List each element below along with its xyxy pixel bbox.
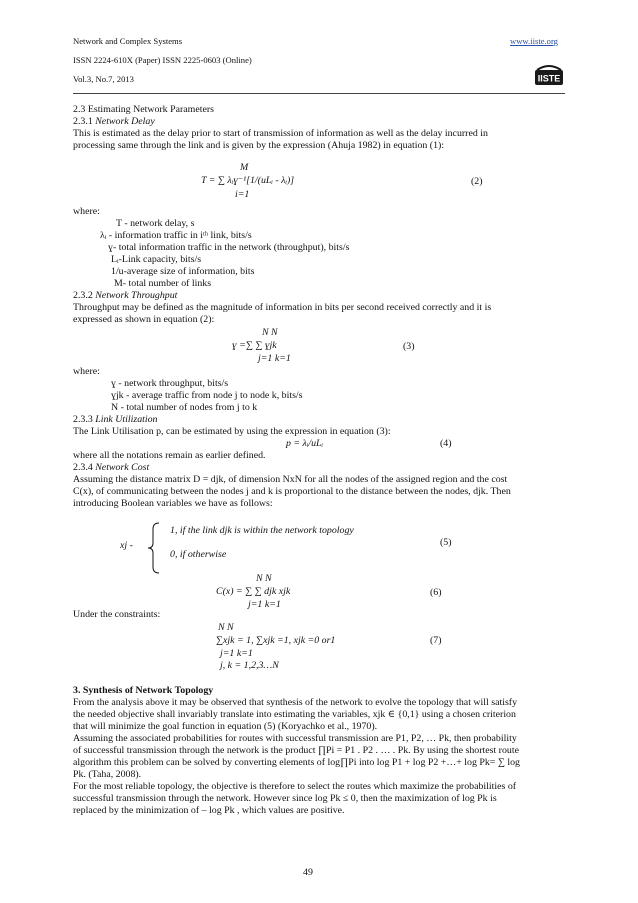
left-brace-icon [147,522,161,574]
paragraph-line: of successful transmission through the network is the product ∏Pi = P1 . P2 . … . Pk. By using the shortest route [73,745,519,756]
paragraph-line: Assuming the distance matrix D = djk, of dimension NxN for all the nodes of the assigned region and the cost [73,474,508,485]
section-2-3-heading: 2.3 Estimating Network Parameters [73,104,214,115]
equation-2-number: (2) [471,176,483,187]
equation-7-range: j, k = 1,2,3…N [220,660,279,671]
paragraph-line: Assuming the associated probabilities for routes with successful transmission are P1, P2, … Pk, then probability [73,733,517,744]
equation-6-body: C(x) = ∑ ∑ djk xjk [216,586,291,597]
where-label: where: [73,206,100,217]
paragraph-line: introducing Boolean variables we have as follows: [73,498,273,509]
paragraph-line: processing same through the link and is given by the expression (Ahuja 1982) in equation (1): [73,140,445,151]
paragraph-line: replaced by the minimization of – log Pk , which values are positive. [73,805,345,816]
equation-7-upper-limit: N N [218,622,234,633]
issn-line: ISSN 2224-610X (Paper) ISSN 2225-0603 (Online) [73,55,252,65]
section-2-3-3-heading: 2.3.3 Link Utilization [73,414,158,425]
paragraph-line: that will minimize the goal function in equation (5) (Koryachko et al., 1970). [73,721,378,732]
definition-item: M- total number of links [114,278,212,289]
paragraph-line: expressed as shown in equation (2): [73,314,215,325]
section-3-heading: 3. Synthesis of Network Topology [73,685,214,696]
equation-4-number: (4) [440,438,452,449]
equation-3-upper-limit: N N [262,327,278,338]
equation-6-number: (6) [430,587,442,598]
equation-2-lower-limit: i=1 [235,189,250,200]
paragraph-line: For the most reliable topology, the objective is therefore to select the routes which maximize the probabilities of [73,781,517,792]
volume-line: Vol.3, No.7, 2013 [73,74,134,84]
equation-4-body: p = λᵢ/uLᵢ [286,438,324,449]
paragraph-line: the needed objective shall invariably translate into estimating the variables, xjk ∈ {0,1} using a chosen criterion [73,709,516,720]
section-2-3-4-heading: 2.3.4 Network Cost [73,462,150,473]
paragraph-line: algorithm this problem can be solved by converting elements of log∏Pi into log P1 + log P2 +…+ log Pk= ∑ log [73,757,520,768]
paragraph-line: successful transmission through the network. However since log Pk ≤ 0, then the maximization of log Pk is [73,793,497,804]
where-label: where: [73,366,100,377]
logo-lettering: IISTE [537,73,561,84]
header-rule [73,93,565,94]
journal-url-link[interactable]: www.iiste.org [510,36,558,46]
paragraph-line: From the analysis above it may be observed that synthesis of the network to evolve the topology that will satisfy [73,697,518,708]
equation-3-body: ɣ =∑ ∑ ɣjk [232,340,277,351]
equation-5-case-2: 0, if otherwise [170,549,227,560]
paragraph-line: C(x), of communicating between the nodes j and k is proportional to the distance between the nodes, djk. Then [73,486,511,497]
definition-item: T - network delay, s [116,218,195,229]
definition-item: Lᵢ-Link capacity, bits/s [111,254,202,265]
paragraph-line: where all the notations remain as earlier defined. [73,450,266,461]
equation-3-number: (3) [403,341,415,352]
definition-item: N - total number of nodes from j to k [111,402,258,413]
definition-item: ɣ - network throughput, bits/s [111,378,229,389]
iiste-logo-icon [534,64,564,86]
equation-2-upper-limit: M [240,162,249,173]
equation-7-number: (7) [430,635,442,646]
definition-item: ɣjk - average traffic from node j to node k, bits/s [111,390,303,401]
paragraph-line: Throughput may be defined as the magnitude of information in bits per second received correctly and it is [73,302,492,313]
paragraph-line: The Link Utilisation p, can be estimated by using the expression in equation (3): [73,426,391,437]
equation-5-number: (5) [440,537,452,548]
definition-item: λᵢ - information traffic in iᵗʰ link, bits/s [100,230,252,241]
section-2-3-1-heading: 2.3.1 Network Delay [73,116,155,127]
journal-name: Network and Complex Systems [73,36,183,46]
equation-3-lower-limit: j=1 k=1 [258,353,291,364]
page-number: 49 [303,867,313,878]
equation-7-lower-limit: j=1 k=1 [220,648,253,659]
equation-5-case-1: 1, if the link djk is within the network topology [170,525,354,536]
definition-item: 1/u-average size of information, bits [111,266,255,277]
equation-6-lower-limit: j=1 k=1 [248,599,281,610]
equation-7-body: ∑xjk = 1, ∑xjk =1, xjk =0 or1 [216,635,336,646]
equation-6-upper-limit: N N [256,573,272,584]
paragraph-line: Pk. (Taha, 2008). [73,769,142,780]
constraints-label: Under the constraints: [73,609,161,620]
section-2-3-2-heading: 2.3.2 Network Throughput [73,290,178,301]
definition-item: ɣ- total information traffic in the network (throughput), bits/s [108,242,350,253]
paragraph-line: This is estimated as the delay prior to start of transmission of information as well as the delay incurred in [73,128,488,139]
equation-5-lhs: xj - [120,540,133,551]
equation-2-body: T = ∑ λᵢɣ⁻¹[1/(uLᵢ - λᵢ)] [201,175,295,186]
